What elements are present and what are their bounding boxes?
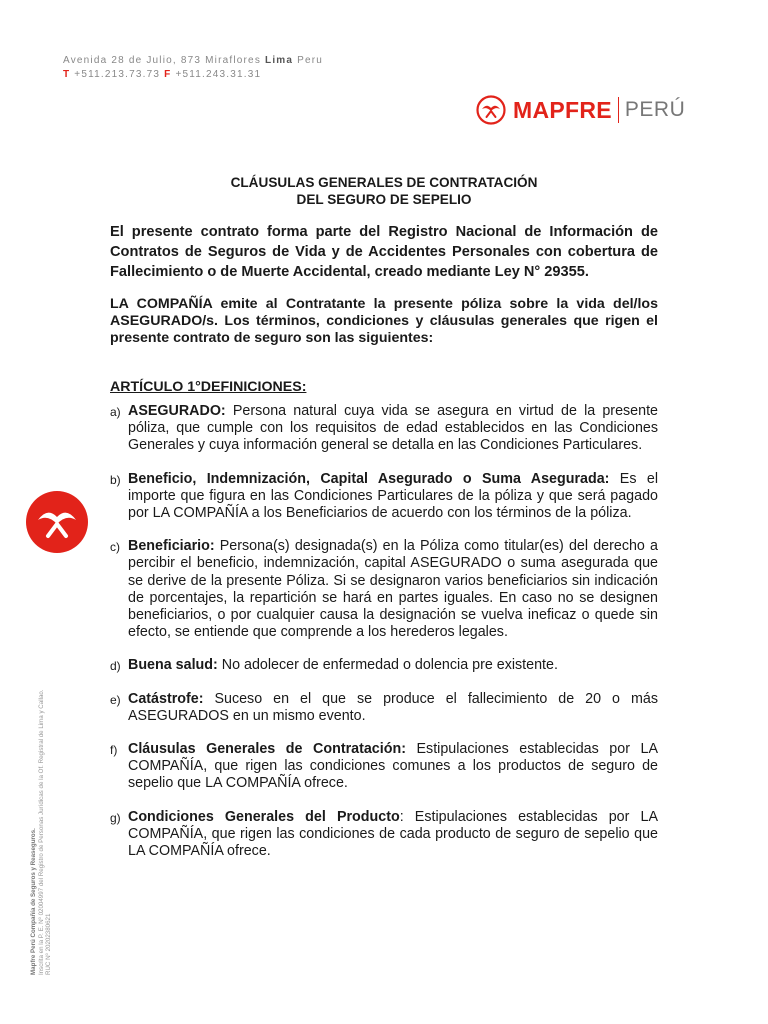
- article-heading: ARTÍCULO 1°DEFINICIONES:: [110, 379, 307, 395]
- definition-item: a) ASEGURADO: Persona natural cuya vida se asegura en virtud de la presente póliza, que cumple con los requisitos de edad establecidos en las Condiciones Generales y cuya información general se detalla en las Condiciones Particulares.: [110, 403, 658, 454]
- document-body: [110, 174, 658, 860]
- definition-item: d) Buena salud: No adolecer de enfermedad o dolencia pre existente.: [110, 657, 558, 674]
- definition-item: e) Catástrofe: Suceso en el que se produce el fallecimiento de 20 o más ASEGURADOS en un mismo evento.: [110, 690, 658, 724]
- intro-paragraph: El presente contrato forma parte del Registro Nacional de Información de Contratos de Seguros de Vida y de Accidentes Personales con cobertura de Fallecimiento o de Muerte Accidental, creado mediante Ley N° 29355.: [110, 224, 658, 280]
- contact-line: T +511.213.73.73 F +511.243.31.31: [63, 69, 262, 80]
- definition-item: b) Beneficio, Indemnización, Capital Asegurado o Suma Asegurada: Es el importe que figura en las Condiciones Particulares de la póliza y que será pagado por LA COMPAÑÍA a los Beneficiarios de acuerdo con los términos de la póliza.: [110, 470, 658, 522]
- logo-divider: [618, 97, 619, 123]
- intro-paragraph-2: LA COMPAÑÍA emite al Contratante la presente póliza sobre la vida del/los ASEGURADO/s. Los términos, condiciones y cláusulas generales que rigen el presente contrato de seguro son las siguientes:: [110, 296, 658, 346]
- definition-item: g) Condiciones Generales del Producto: Estipulaciones establecidas por LA COMPAÑÍA, que rigen las condiciones de cada producto de seguro de sepelio que LA COMPAÑÍA ofrece.: [110, 808, 658, 860]
- definition-item: c) Beneficiario: Persona(s) designada(s) en la Póliza como titular(es) del derecho a percibir el beneficio, indemnización, capital ASEGURADO o suma asegurada que se derive de la presente Póliza. Si se designaron varios beneficiarios sin indicación de porcentajes, la repartición se hará en partes iguales. En caso no se designen beneficiarios, o por cualquier causa la designación se vuelva ineficaz o quede sin efecto, se entiende que comprende a los herederos legales.: [110, 538, 658, 641]
- mapfre-circle-emblem-icon: [26, 491, 88, 553]
- mapfre-logo: [476, 94, 685, 126]
- document-title: CLÁUSULAS GENERALES DE CONTRATACIÓN DEL SEGURO DE SEPELIO: [230, 175, 538, 207]
- letterhead-address: [63, 54, 323, 82]
- definition-item: f) Cláusulas Generales de Contratación: Estipulaciones establecidas por LA COMPAÑÍA, que rigen las condiciones comunes a los productos de seguro de sepelio que LA COMPAÑÍA ofrece.: [110, 741, 658, 792]
- logo-brand: MAPFRE: [513, 96, 612, 123]
- mapfre-emblem-icon: [476, 95, 506, 125]
- logo-country: PERÚ: [624, 98, 686, 121]
- address-line: Avenida 28 de Julio, 873 Miraflores Lima Peru: [63, 55, 324, 66]
- sidebar-legal-text: Mapfre Perú Compañía de Seguros y Reaseguros. Inscrita en la P. E. Nº 02004997 del Registro de Personas Jurídicas de la Of. Registral de Lima y Callao. RUC Nº 20202380621: [30, 689, 52, 975]
